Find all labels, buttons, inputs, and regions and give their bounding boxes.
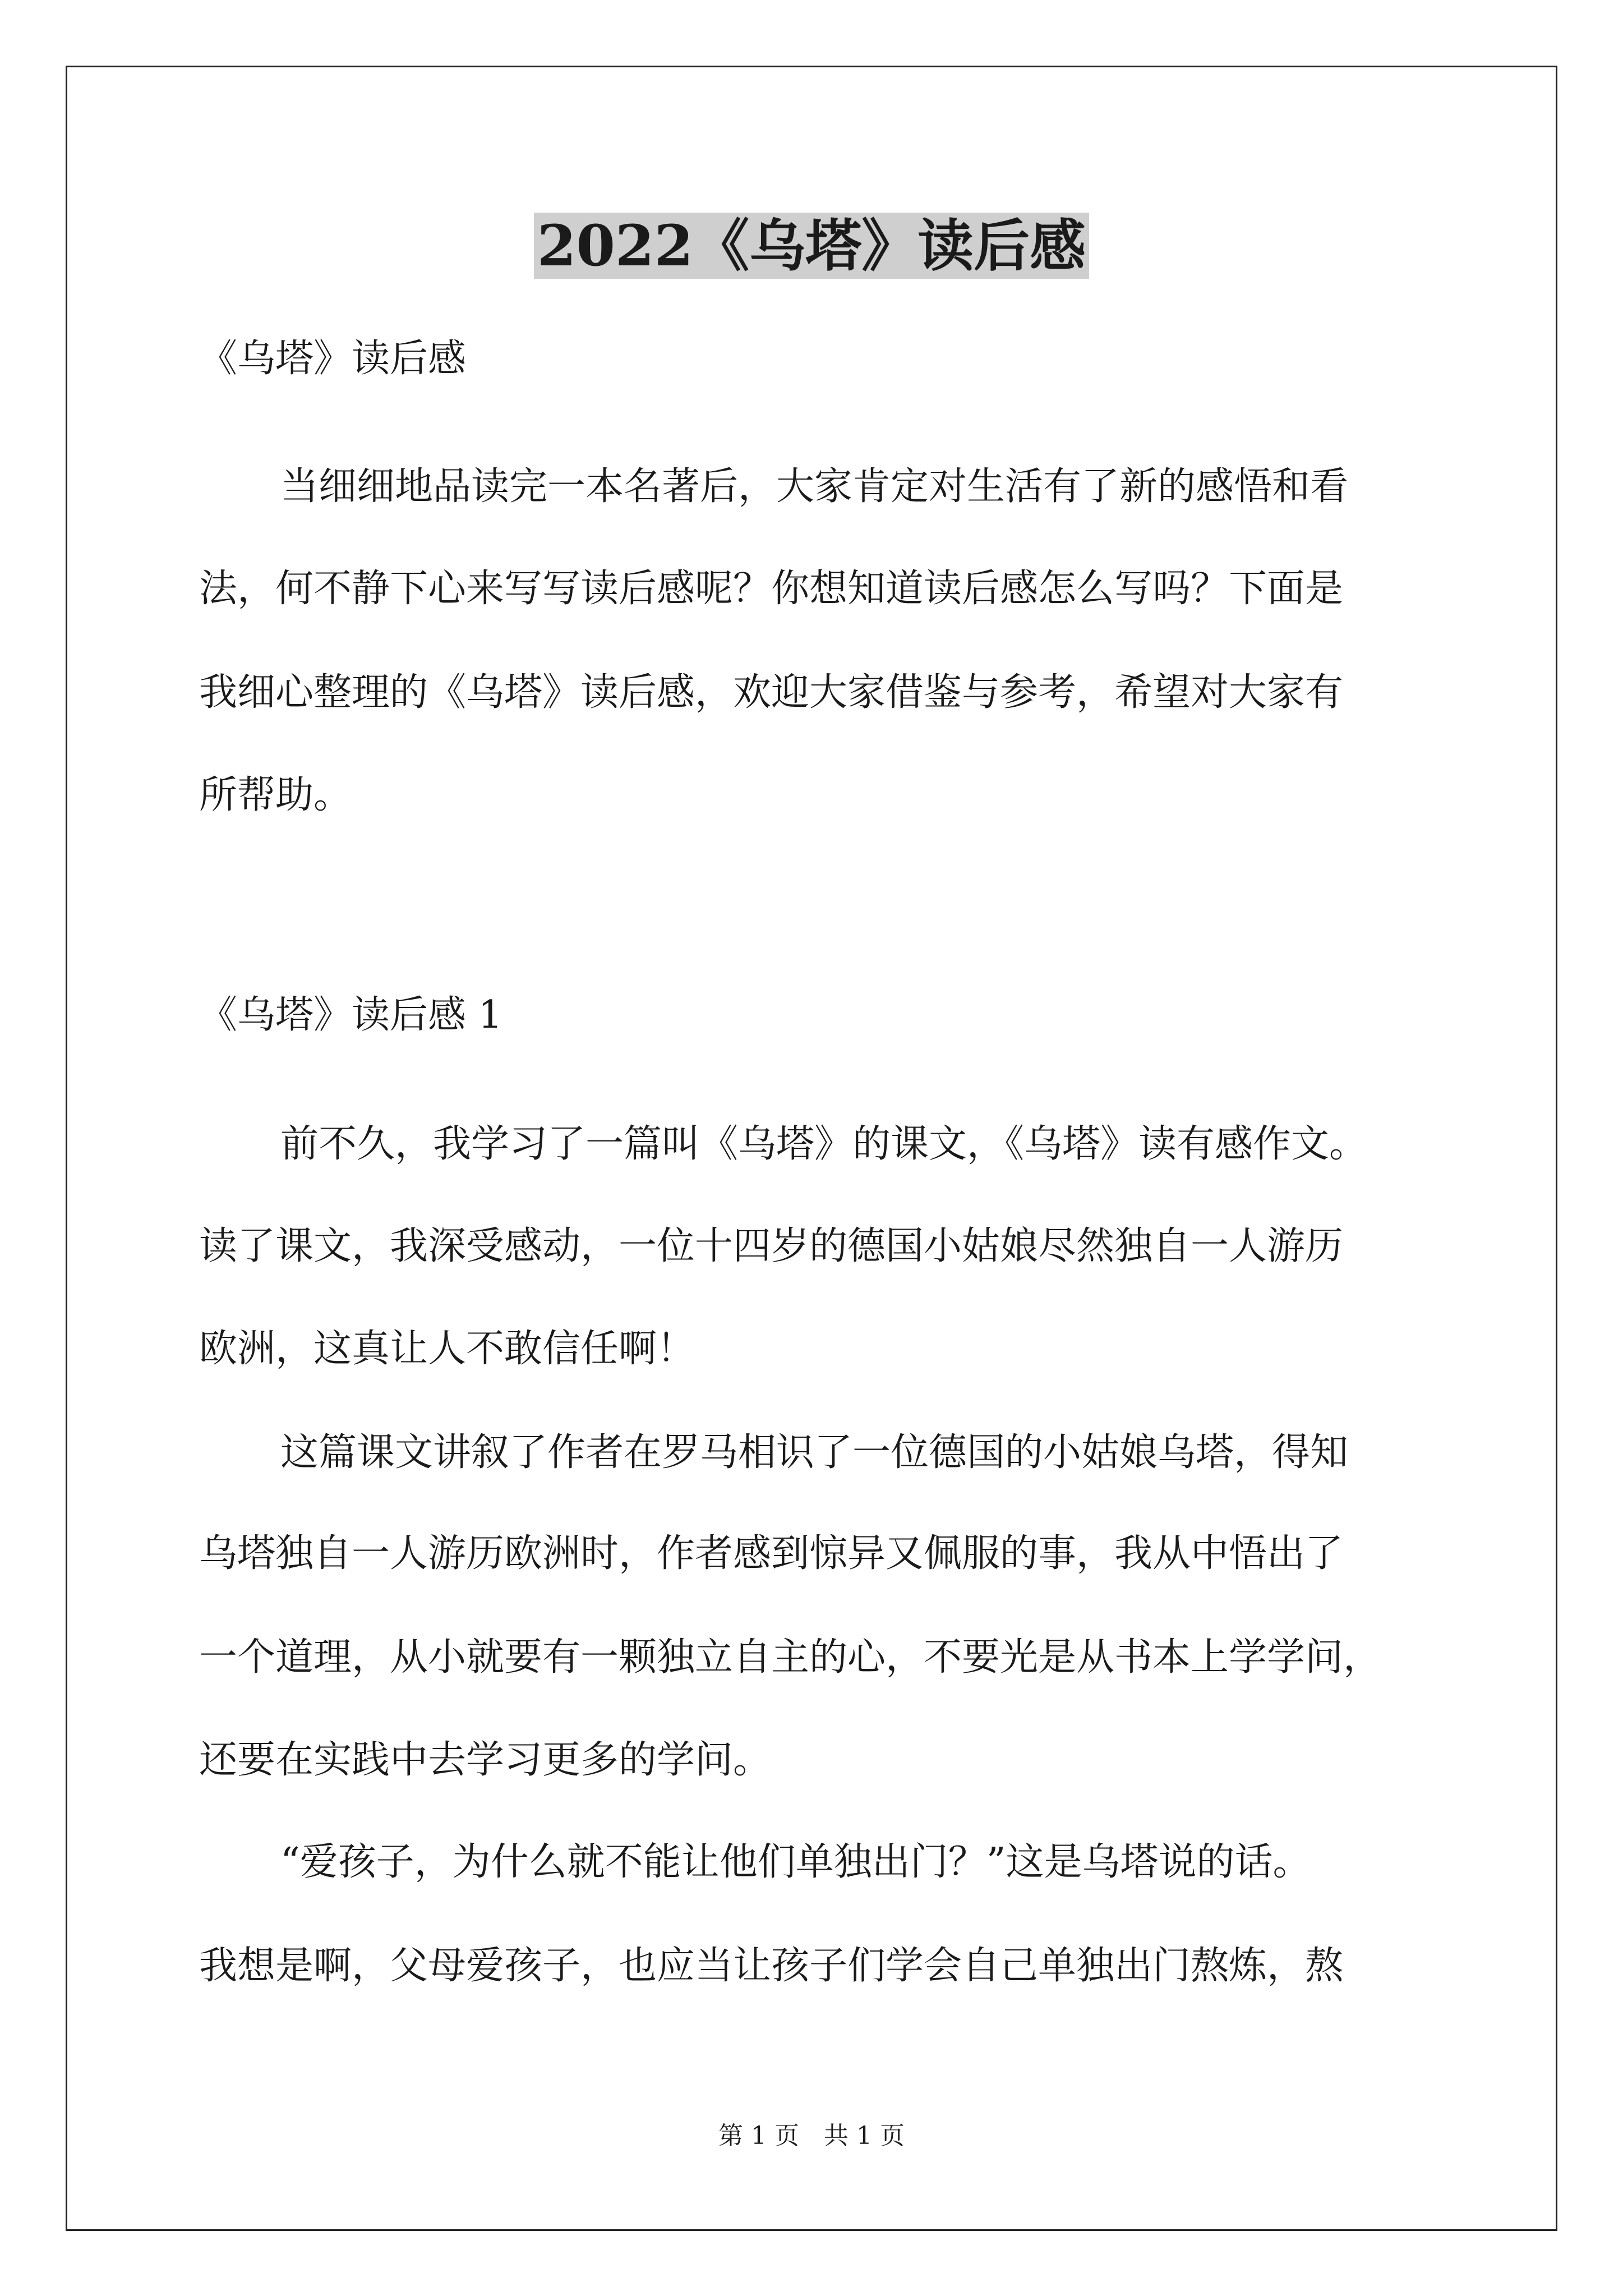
paragraph-line: 我想是啊，父母爱孩子，也应当让孩子们学会自己单独出门熬炼，熬 (199, 1944, 1344, 1988)
section-heading-1: 《乌塔》读后感 1 (199, 993, 502, 1037)
paragraph-line: 法，何不静下心来写写读后感呢？你想知道读后感怎么写吗？下面是 (199, 567, 1344, 611)
paragraph-line: 这篇课文讲叙了作者在罗马相识了一位德国的小姑娘乌塔，得知 (280, 1430, 1349, 1475)
paragraph-line: 还要在实践中去学习更多的学问。 (199, 1738, 772, 1782)
paragraph-line: 当细细地品读完一本名著后，大家肯定对生活有了新的感悟和看 (280, 464, 1349, 509)
paragraph-line: 所帮助。 (199, 773, 352, 817)
paragraph-line: 欧洲，这真让人不敢信任啊！ (199, 1327, 695, 1371)
paragraph-line: “爱孩子，为什么就不能让他们单独出门？”这是乌塔说的话。 (280, 1840, 1311, 1884)
page-footer: 第 1 页 共 1 页 (718, 2122, 905, 2150)
paragraph-line: 读了课文，我深受感动，一位十四岁的德国小姑娘尽然独自一人游历 (199, 1224, 1344, 1268)
section-heading-intro: 《乌塔》读后感 (199, 337, 467, 381)
paragraph-line: 一个道理，从小就要有一颗独立自主的心，不要光是从书本上学学问， (199, 1635, 1382, 1680)
paragraph-line: 乌塔独自一人游历欧洲时，作者感到惊异又佩服的事，我从中悟出了 (199, 1531, 1344, 1576)
paragraph-line: 我细心整理的《乌塔》读后感，欢迎大家借鉴与参考，希望对大家有 (199, 670, 1344, 715)
document-title (0, 206, 1623, 285)
document-title-text: 2022《乌塔》读后感 (534, 213, 1089, 279)
paragraph-line: 前不久，我学习了一篇叫《乌塔》的课文，《乌塔》读有感作文。 (280, 1122, 1368, 1166)
